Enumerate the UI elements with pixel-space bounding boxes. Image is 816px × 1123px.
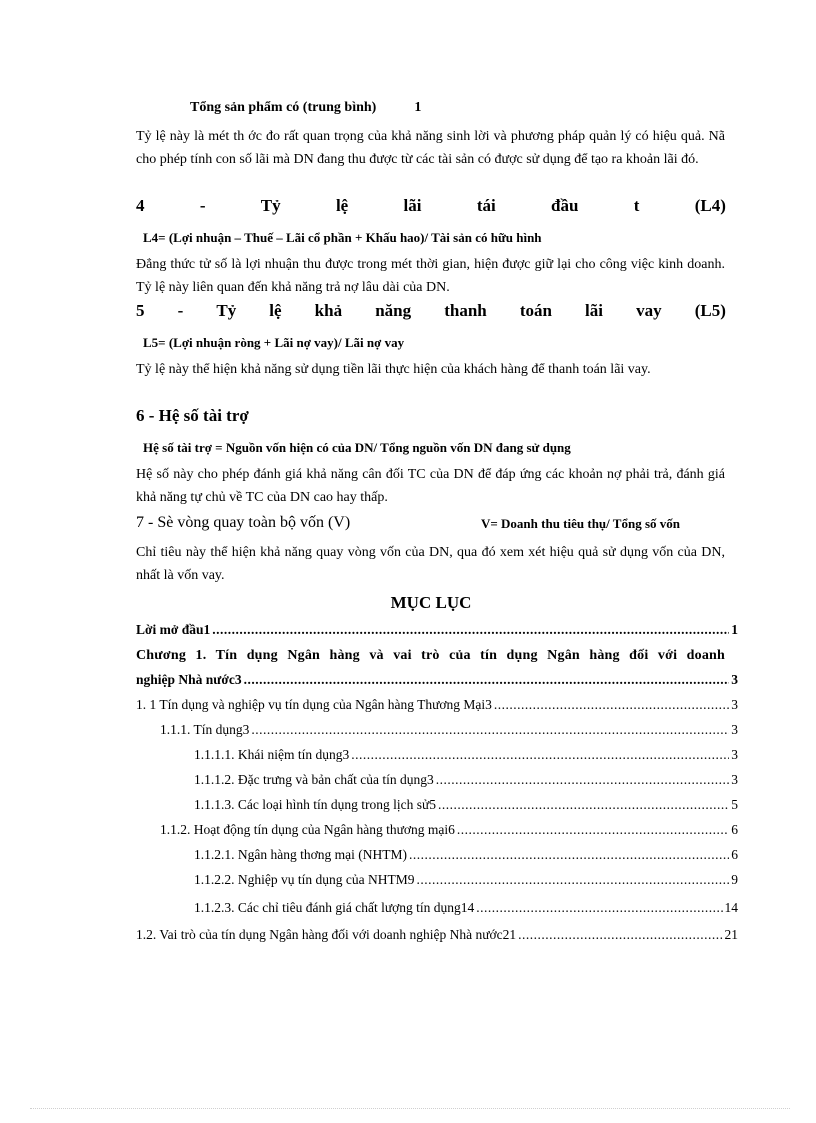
l5-description: Tỷ lệ này thể hiện khả năng sử dụng tiền lãi thực hiện của khách hàng để thanh toán lãi vay. — [136, 362, 651, 377]
l4-heading-word: đầu — [551, 196, 579, 215]
l5-heading-word: (L5) — [694, 301, 726, 320]
toc-leader-dots — [416, 872, 729, 888]
toc-chapter1-line1[interactable]: Chương 1. Tín dụng Ngân hàng và vai trò của tín dụng Ngân hàng đối với doanh — [136, 648, 725, 663]
l5-heading-word: vay — [636, 301, 662, 320]
toc-entry-label: 1.1.2.2. Nghiệp vụ tín dụng của NHTM9 — [194, 872, 415, 887]
l4-formula: L4= (Lợi nhuận – Thuế – Lãi cổ phần + Khấu hao)/ Tài sản có hữu hình — [143, 230, 542, 245]
toc-leader-dots — [212, 622, 729, 638]
toc-page-number: 6 — [731, 847, 738, 862]
toc-entry-label: 1.1.2.1. Ngân hàng thơng mại (NHTM) — [194, 847, 407, 862]
toc-leader-dots — [476, 900, 722, 916]
toc-page-number: 3 — [731, 672, 738, 687]
toc-entry-label: 1.1.1.1. Khái niệm tín dụng3 — [194, 747, 350, 762]
l5-heading-word: Tỷ — [216, 301, 237, 320]
l4-heading-word: - — [199, 196, 206, 215]
toc-title: MỤC LỤC — [390, 593, 472, 612]
l4-description: Đẳng thức tử số là lợi nhuận thu được trong mét thời gian, hiện được giữ lại cho công việc kinh doanh. Tỷ lệ này liên quan đến khả năng trả nợ lâu dài của DN. — [136, 257, 725, 295]
l6-heading: 6 - Hệ số tài trợ — [136, 406, 249, 425]
toc-entry[interactable] — [160, 822, 738, 838]
l4-heading-word: lệ — [335, 196, 349, 215]
l7-description: Chỉ tiêu này thể hiện khả năng quay vòng vốn của DN, qua đó xem xét hiệu quả sử dụng vốn của DN, nhất là vốn vay. — [136, 545, 725, 583]
toc-page-number: 3 — [731, 722, 738, 737]
l4-heading-word: Tỷ — [260, 196, 281, 215]
toc-leader-dots — [518, 927, 722, 943]
toc-leader-dots — [409, 847, 729, 863]
toc-page-number: 1 — [731, 622, 738, 637]
toc-leader-dots — [251, 722, 729, 738]
l7-heading: 7 - Sè vòng quay toàn bộ vốn (V) — [136, 514, 351, 531]
l7-heading-row — [136, 514, 726, 532]
toc-entry-label: 1.1.1.2. Đặc trưng và bản chất của tín dụng3 — [194, 772, 434, 787]
l4-heading — [136, 196, 726, 216]
l3-denominator-number: 1 — [414, 100, 422, 115]
toc-entry[interactable] — [194, 847, 738, 863]
toc-leader-dots — [494, 697, 729, 713]
l4-heading-word: t — [633, 196, 640, 215]
l3-description: Tỷ lệ này là mét th ớc đo rất quan trọng của khả năng sinh lời và phương pháp quản lý có hiệu quả. Nã cho phép tính con số lãi mà DN đang thu được từ các tài sản có được sử dụng để tạo ra khoản lãi đó. — [136, 129, 725, 167]
toc-entry[interactable] — [194, 900, 738, 916]
toc-leader-dots — [436, 772, 729, 788]
l5-heading-word: lệ — [269, 301, 282, 320]
l6-formula: Hệ số tài trợ = Nguồn vốn hiện có của DN/ Tổng nguồn vốn DN đang sử dụng — [143, 440, 571, 455]
page-bottom-rule — [30, 1108, 790, 1109]
toc-entry-label: 1.1.1. Tín dụng3 — [160, 722, 250, 737]
l4-heading-word: tái — [476, 196, 496, 215]
l5-heading-word: toán — [519, 301, 552, 320]
toc-entry-intro[interactable] — [136, 622, 738, 638]
l4-heading-word: (L4) — [694, 196, 726, 215]
toc-entry[interactable] — [136, 927, 738, 943]
l5-heading-word: 5 — [136, 301, 145, 320]
toc-entry-label: 1.2. Vai trò của tín dụng Ngân hàng đối với doanh nghiệp Nhà nước21 — [136, 927, 517, 942]
toc-leader-dots — [351, 747, 729, 763]
toc-entry[interactable] — [194, 797, 738, 813]
toc-leader-dots — [457, 822, 729, 838]
l5-heading-word: thanh — [444, 301, 487, 320]
toc-entry-label: 1.1.1.3. Các loại hình tín dụng trong lịch sử5 — [194, 797, 437, 812]
toc-entry-label: 1.1.2. Hoạt động tín dụng của Ngân hàng thương mại6 — [160, 822, 455, 837]
toc-entry-chapter1[interactable] — [136, 672, 738, 688]
toc-entry[interactable] — [194, 747, 738, 763]
l5-heading — [136, 301, 726, 321]
l7-formula: V= Doanh thu tiêu thụ/ Tổng số vốn — [481, 516, 680, 531]
l3-denominator-label: Tổng sản phẩm có (trung bình) — [190, 100, 377, 115]
l4-heading-word: 4 — [136, 196, 145, 215]
toc-entry[interactable] — [160, 722, 738, 738]
l5-heading-word: năng — [375, 301, 412, 320]
toc-page-number: 5 — [731, 797, 738, 812]
toc-page-number: 3 — [731, 772, 738, 787]
toc-entry-label: 1.1.2.3. Các chỉ tiêu đánh giá chất lượng tín dụng14 — [194, 900, 475, 915]
toc-entry[interactable] — [194, 772, 738, 788]
l6-description: Hệ số này cho phép đánh giá khả năng cân đối TC của DN để đáp ứng các khoản nợ phải trả, đánh giá khả năng tự chủ về TC của DN cao hay thấp. — [136, 467, 725, 505]
toc-page-number: 14 — [724, 900, 738, 915]
toc-leader-dots — [438, 797, 729, 813]
toc-entry[interactable] — [136, 697, 738, 713]
toc-page-number: 3 — [731, 697, 738, 712]
toc-entry-label: Lời mở đầu1 — [136, 622, 211, 637]
toc-entry-label: 1. 1 Tín dụng và nghiệp vụ tín dụng của Ngân hàng Thương Mại3 — [136, 697, 492, 712]
toc-page-number: 6 — [731, 822, 738, 837]
toc-page-number: 9 — [731, 872, 738, 887]
toc-entry-label: nghiệp Nhà nước3 — [136, 672, 242, 687]
toc-entry[interactable] — [194, 872, 738, 888]
l5-heading-word: - — [177, 301, 184, 320]
l5-heading-word: lãi — [585, 301, 603, 320]
l5-heading-word: khả — [314, 301, 343, 320]
l3-denominator-line — [190, 100, 421, 116]
toc-page-number: 21 — [724, 927, 738, 942]
toc-page-number: 3 — [731, 747, 738, 762]
l4-heading-word: lãi — [403, 196, 422, 215]
l5-formula: L5= (Lợi nhuận ròng + Lãi nợ vay)/ Lãi nợ vay — [143, 335, 405, 350]
toc-leader-dots — [244, 672, 730, 688]
